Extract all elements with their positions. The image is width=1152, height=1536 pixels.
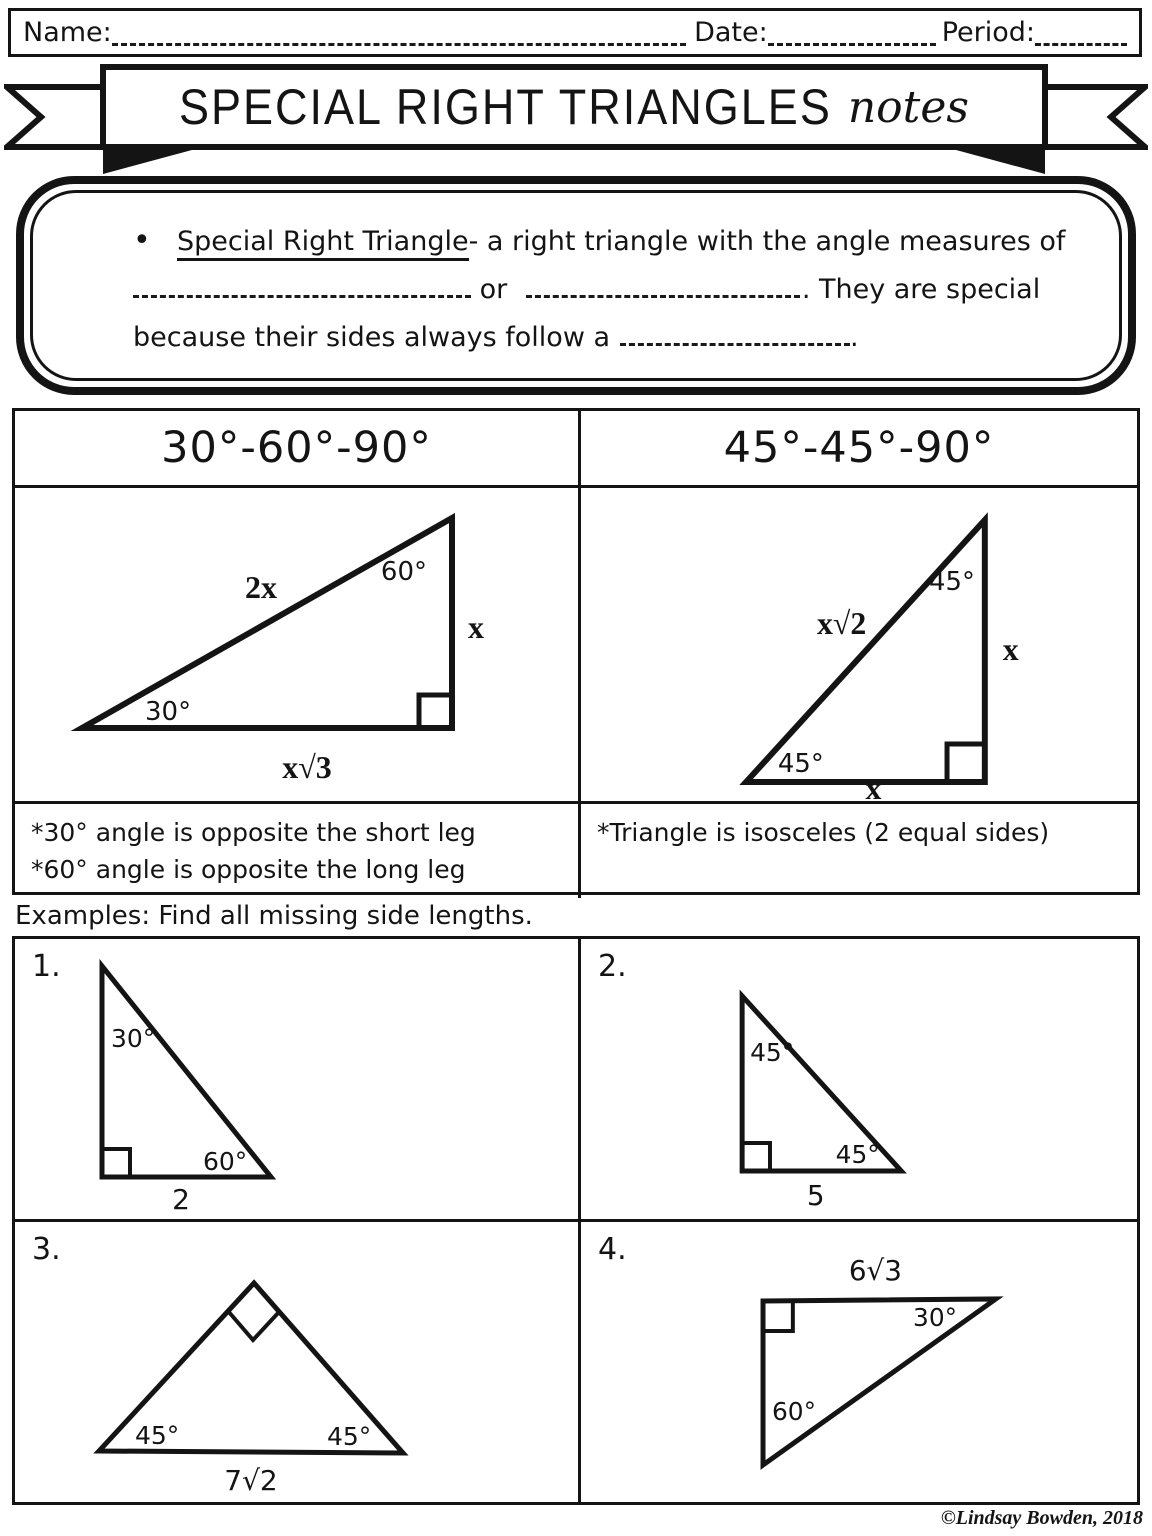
ratio-header-30-60-90: 30°-60°-90° xyxy=(15,411,581,488)
hypotenuse-label: 2x xyxy=(245,569,277,605)
date-blank-line xyxy=(768,32,936,46)
angle-label-top: 45° xyxy=(750,1037,795,1068)
definition-callout-inner-frame xyxy=(30,190,1122,381)
example-2-triangle xyxy=(581,939,1137,1219)
right-angle-mark xyxy=(102,1149,130,1177)
angle-label-right: 30° xyxy=(913,1302,958,1333)
example-3-triangle xyxy=(15,1222,578,1505)
angle-label-30: 30° xyxy=(145,697,192,727)
name-blank-line xyxy=(112,32,686,46)
definition-or: or xyxy=(479,274,508,305)
example-cell-1 xyxy=(15,939,581,1222)
title-banner xyxy=(100,64,1048,150)
definition-line-2 xyxy=(133,266,1098,314)
right-angle-mark xyxy=(947,744,985,782)
definition-after-term: - a right triangle with the angle measures of xyxy=(468,226,1066,257)
vertical-leg-label: x xyxy=(1002,631,1019,668)
copyright-notice: ©Lindsay Bowden, 2018 xyxy=(940,1507,1143,1529)
name-date-period-bar xyxy=(8,8,1142,57)
angle-label-bottom: 60° xyxy=(203,1147,248,1176)
example-number: 3. xyxy=(32,1232,61,1267)
example-number: 4. xyxy=(598,1232,627,1267)
definition-callout-frame xyxy=(16,176,1136,395)
side-length-label: 6√3 xyxy=(848,1253,902,1288)
example-number: 2. xyxy=(598,949,627,984)
triangle-30-60-90-diagram xyxy=(15,488,578,801)
triangle xyxy=(763,1299,996,1465)
angle-label-left: 45° xyxy=(135,1421,180,1450)
side-length-label: 2 xyxy=(172,1183,190,1216)
vertical-leg-label: x xyxy=(468,609,484,645)
triangle-45-45-90-diagram xyxy=(581,488,1137,801)
note-line: *Triangle is isosceles (2 equal sides) xyxy=(597,818,1050,847)
example-1-triangle xyxy=(15,939,578,1219)
example-cell-4 xyxy=(581,1222,1137,1505)
side-length-label: 5 xyxy=(806,1178,825,1213)
definition-term: Special Right Triangle xyxy=(177,226,469,261)
example-number: 1. xyxy=(32,949,61,984)
definition-line-1 xyxy=(133,217,1098,266)
angle-label-right: 45° xyxy=(327,1422,372,1451)
triangle xyxy=(102,966,271,1177)
right-angle-mark xyxy=(742,1143,770,1171)
name-label: Name: xyxy=(23,17,112,48)
page-title: SPECIAL RIGHT TRIANGLES xyxy=(179,77,832,135)
definition-line-3-text: because their sides always follow a xyxy=(133,322,611,353)
note-line: *30° angle is opposite the short leg xyxy=(31,818,476,847)
diagram-cell-45-45-90 xyxy=(581,488,1137,804)
note-line: *60° angle is opposite the long leg xyxy=(31,855,466,884)
ratio-table xyxy=(12,408,1140,895)
bullet-icon: • xyxy=(133,223,151,258)
definition-blank-2 xyxy=(526,288,800,298)
notes-45-45-90 xyxy=(581,804,1137,898)
ratio-header-45-45-90: 45°-45°-90° xyxy=(581,411,1137,488)
right-angle-mark xyxy=(763,1301,793,1331)
triangle-30-60-90 xyxy=(82,518,452,728)
definition-line-3-period: . xyxy=(850,322,859,353)
page-title-script-word: notes xyxy=(847,81,969,133)
period-label: Period: xyxy=(941,17,1035,48)
examples-instruction: Examples: Find all missing side lengths. xyxy=(15,901,533,931)
examples-grid xyxy=(12,936,1140,1505)
example-4-triangle xyxy=(581,1222,1137,1505)
base-label: x xyxy=(865,770,882,801)
angle-label-top: 30° xyxy=(111,1024,156,1053)
angle-label-45-top: 45° xyxy=(929,566,975,598)
example-cell-2 xyxy=(581,939,1137,1222)
notes-30-60-90 xyxy=(15,804,581,898)
right-angle-mark xyxy=(228,1311,279,1340)
period-blank-line xyxy=(1035,32,1127,46)
definition-after-blank-2: . They are special xyxy=(801,274,1041,305)
base-label: x√3 xyxy=(282,749,332,785)
angle-label-60: 60° xyxy=(380,557,427,587)
diagram-cell-30-60-90 xyxy=(15,488,581,804)
definition-blank-1 xyxy=(133,288,471,298)
definition-text xyxy=(133,217,1098,362)
side-length-label: 7√2 xyxy=(224,1464,278,1497)
definition-blank-3 xyxy=(620,336,850,346)
hypotenuse-label: x√2 xyxy=(816,605,867,642)
angle-label-bottom: 45° xyxy=(835,1139,880,1170)
definition-line-3 xyxy=(133,314,1098,362)
date-label: Date: xyxy=(694,17,768,48)
example-cell-3 xyxy=(15,1222,581,1505)
angle-label-bottom: 60° xyxy=(771,1396,817,1427)
angle-label-45-bottom: 45° xyxy=(777,748,824,780)
banner-fold-right-icon xyxy=(945,147,1045,174)
right-angle-mark xyxy=(419,695,452,728)
banner-fold-left-icon xyxy=(103,147,203,174)
